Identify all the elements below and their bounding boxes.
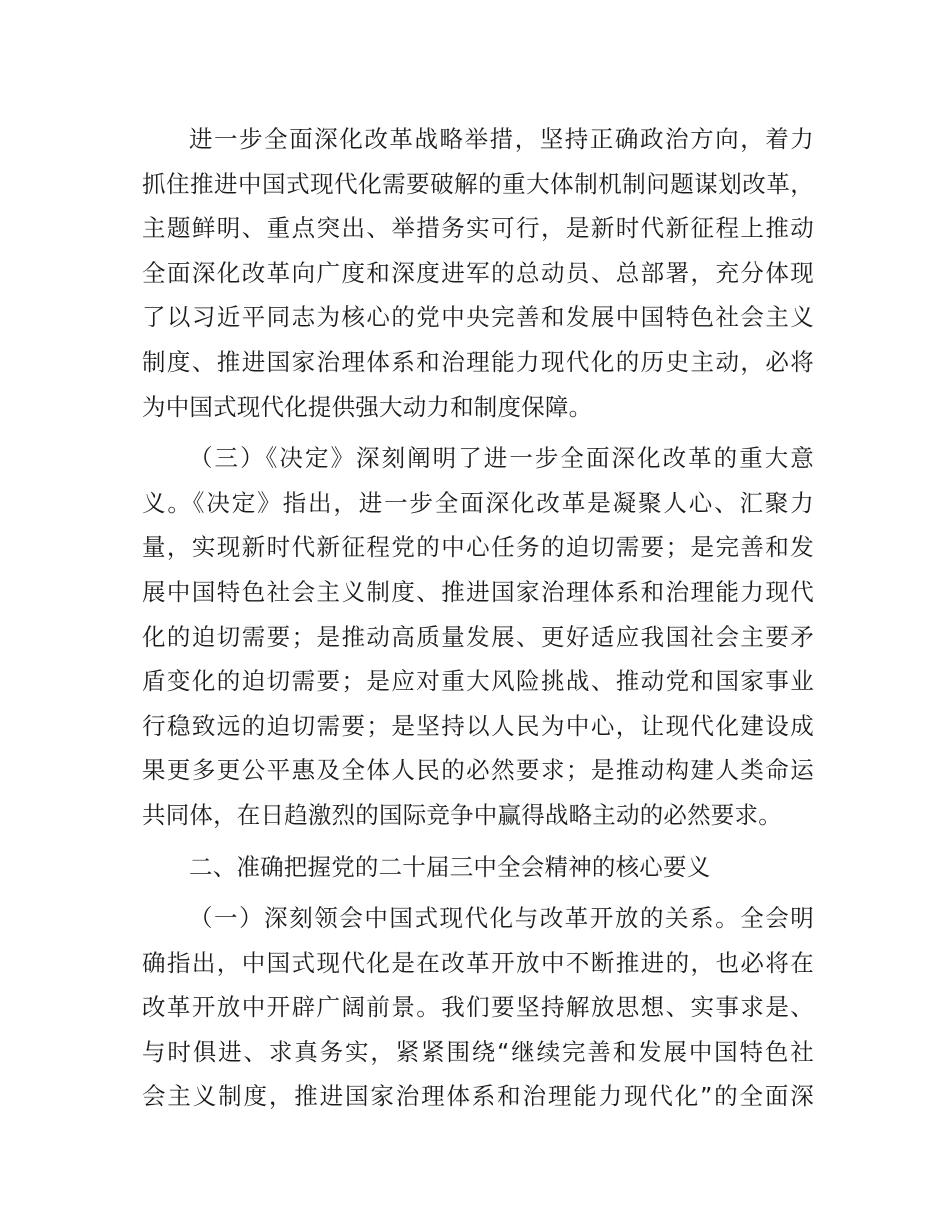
text-line: 盾变化的迫切需要；是应对重大风险挑战、推动党和国家事业 bbox=[142, 667, 814, 696]
section-heading-text: 二、准确把握党的二十届三中全会精神的核心要义 bbox=[189, 852, 711, 881]
text-line: 抓住推进中国式现代化需要破解的重大体制机制问题谋划改革， bbox=[142, 169, 814, 198]
paragraph-modernization-reform bbox=[142, 896, 814, 1119]
text-line: 化的迫切需要；是推动高质量发展、更好适应我国社会主要矛 bbox=[142, 622, 814, 651]
paragraph-significance bbox=[142, 436, 814, 837]
paragraph-reform-measures bbox=[142, 117, 814, 429]
text-line: （一）深刻领会中国式现代化与改革开放的关系。全会明 bbox=[189, 904, 814, 933]
document-body bbox=[142, 117, 814, 1119]
text-line: 展中国特色社会主义制度、推进国家治理体系和治理能力现代 bbox=[142, 577, 814, 606]
text-line: 为中国式现代化提供强大动力和制度保障。 bbox=[142, 392, 593, 421]
section-heading bbox=[142, 845, 814, 890]
text-line: 全面深化改革向广度和深度进军的总动员、总部署，充分体现 bbox=[142, 258, 814, 287]
text-line: 主题鲜明、重点突出、举措务实可行，是新时代新征程上推动 bbox=[142, 214, 814, 243]
text-line: 义。《决定》指出，进一步全面深化改革是凝聚人心、汇聚力 bbox=[142, 488, 814, 517]
text-line: 了以习近平同志为核心的党中央完善和发展中国特色社会主义 bbox=[142, 303, 814, 332]
text-line: 果更多更公平惠及全体人民的必然要求；是推动构建人类命运 bbox=[142, 756, 814, 785]
text-line: 行稳致远的迫切需要；是坚持以人民为中心，让现代化建设成 bbox=[142, 711, 814, 740]
text-line: 与时俱进、求真务实，紧紧围绕“继续完善和发展中国特色社 bbox=[142, 1037, 814, 1066]
text-line: 改革开放中开辟广阔前景。我们要坚持解放思想、实事求是、 bbox=[142, 993, 814, 1022]
text-line: （三）《决定》深刻阐明了进一步全面深化改革的重大意 bbox=[189, 444, 814, 473]
text-line: 进一步全面深化改革战略举措，坚持正确政治方向，着力 bbox=[189, 125, 814, 153]
text-line: 确指出，中国式现代化是在改革开放中不断推进的，也必将在 bbox=[142, 948, 814, 977]
text-line: 量，实现新时代新征程党的中心任务的迫切需要；是完善和发 bbox=[142, 533, 814, 562]
text-line: 共同体，在日趋激烈的国际竞争中赢得战略主动的必然要求。 bbox=[142, 800, 782, 829]
text-line: 会主义制度，推进国家治理体系和治理能力现代化”的全面深 bbox=[142, 1082, 814, 1111]
text-line: 制度、推进国家治理体系和治理能力现代化的历史主动，必将 bbox=[142, 347, 814, 376]
